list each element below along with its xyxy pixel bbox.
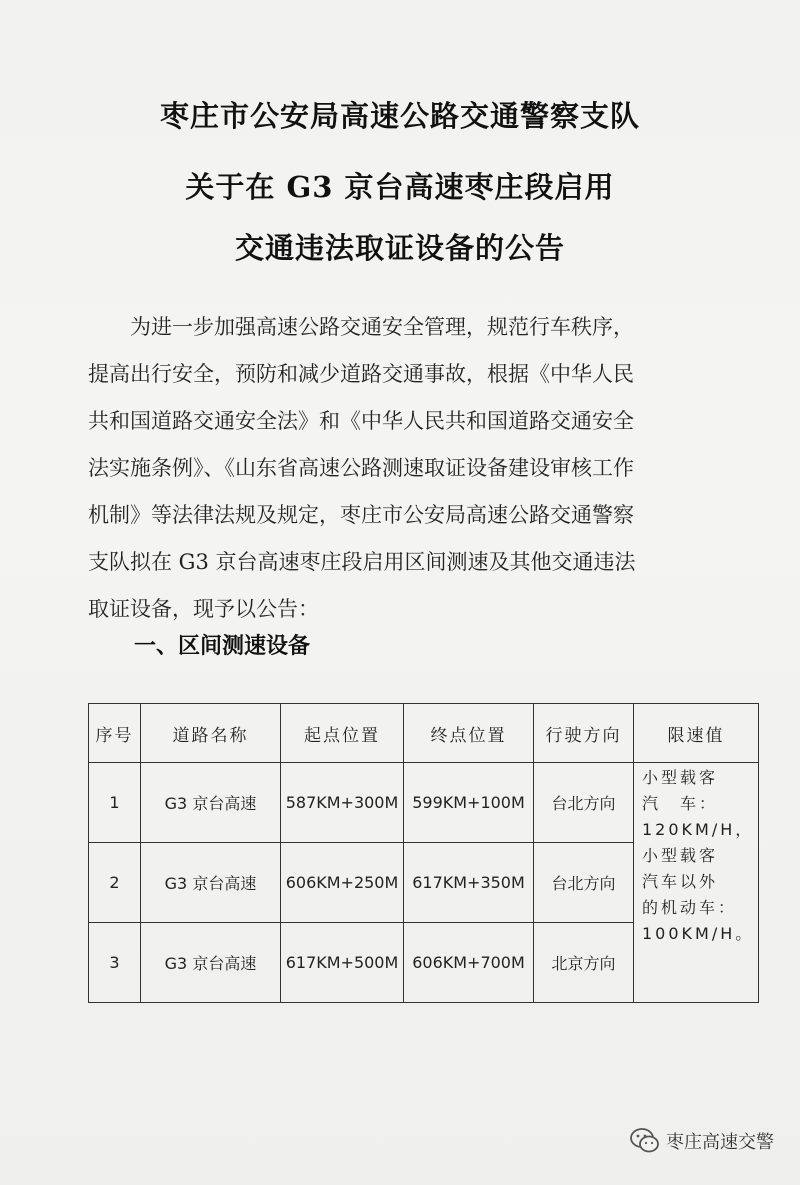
cell-direction: 台北方向 xyxy=(534,763,634,843)
cell-no: 2 xyxy=(89,843,141,923)
body-paragraph-line: 取证设备，现予以公告： xyxy=(88,597,319,621)
watermark-text: 枣庄高速交警 xyxy=(666,1132,774,1153)
cell-no: 3 xyxy=(89,923,141,1003)
speed-limit-line: 的机动车： xyxy=(642,898,738,917)
cell-road: G3 京台高速 xyxy=(141,763,281,843)
cell-no: 1 xyxy=(89,763,141,843)
announcement-title-line-3: 交通违法取证设备的公告 xyxy=(234,231,565,265)
speed-camera-table xyxy=(88,703,759,1003)
speed-limit-line: 小型载客 xyxy=(642,846,719,865)
speed-limit-line: 汽车以外 xyxy=(642,872,719,891)
table-header-row xyxy=(89,704,759,763)
cell-end: 599KM+100M xyxy=(404,763,534,843)
speed-limit-line: 汽 车： xyxy=(642,794,719,813)
body-paragraph-line: 为进一步加强高速公路交通安全管理，规范行车秩序， xyxy=(88,315,634,339)
cell-direction: 北京方向 xyxy=(534,923,634,1003)
table-row xyxy=(89,763,759,843)
cell-start: 617KM+500M xyxy=(281,923,404,1003)
cell-road: G3 京台高速 xyxy=(141,843,281,923)
header-cell-road: 道路名称 xyxy=(141,704,281,763)
header-cell-no: 序号 xyxy=(89,704,141,763)
cell-start: 587KM+300M xyxy=(281,763,404,843)
announcement-title-line-2: 关于在 G3 京台高速枣庄段启用 xyxy=(185,170,615,204)
header-cell-limit: 限速值 xyxy=(634,704,759,763)
cell-speed-limit xyxy=(634,763,759,1003)
wechat-icon xyxy=(630,1128,660,1154)
announcement-title-line-1: 枣庄市公安局高速公路交通警察支队 xyxy=(159,99,640,133)
cell-end: 606KM+700M xyxy=(404,923,534,1003)
cell-direction: 台北方向 xyxy=(534,843,634,923)
body-paragraph-line: 机制》等法律法规及规定，枣庄市公安局高速公路交通警察 xyxy=(88,503,634,527)
speed-limit-line: 小型载客 xyxy=(642,768,719,787)
cell-end: 617KM+350M xyxy=(404,843,534,923)
body-paragraph-line: 支队拟在 G3 京台高速枣庄段启用区间测速及其他交通违法 xyxy=(88,550,636,574)
cell-road: G3 京台高速 xyxy=(141,923,281,1003)
section-heading: 一、区间测速设备 xyxy=(134,634,311,659)
wechat-watermark xyxy=(630,1128,774,1154)
header-cell-direction: 行驶方向 xyxy=(534,704,634,763)
header-cell-end: 终点位置 xyxy=(404,704,534,763)
body-paragraph-line: 法实施条例》、《山东省高速公路测速取证设备建设审核工作 xyxy=(88,456,634,480)
cell-start: 606KM+250M xyxy=(281,843,404,923)
speed-limit-line: 100KM/H。 xyxy=(642,924,755,943)
header-cell-start: 起点位置 xyxy=(281,704,404,763)
body-paragraph-line: 提高出行安全，预防和减少道路交通事故，根据《中华人民 xyxy=(88,362,634,386)
body-paragraph-line: 共和国道路交通安全法》和《中华人民共和国道路交通安全 xyxy=(88,409,634,433)
speed-limit-line: 120KM/H， xyxy=(642,820,755,839)
